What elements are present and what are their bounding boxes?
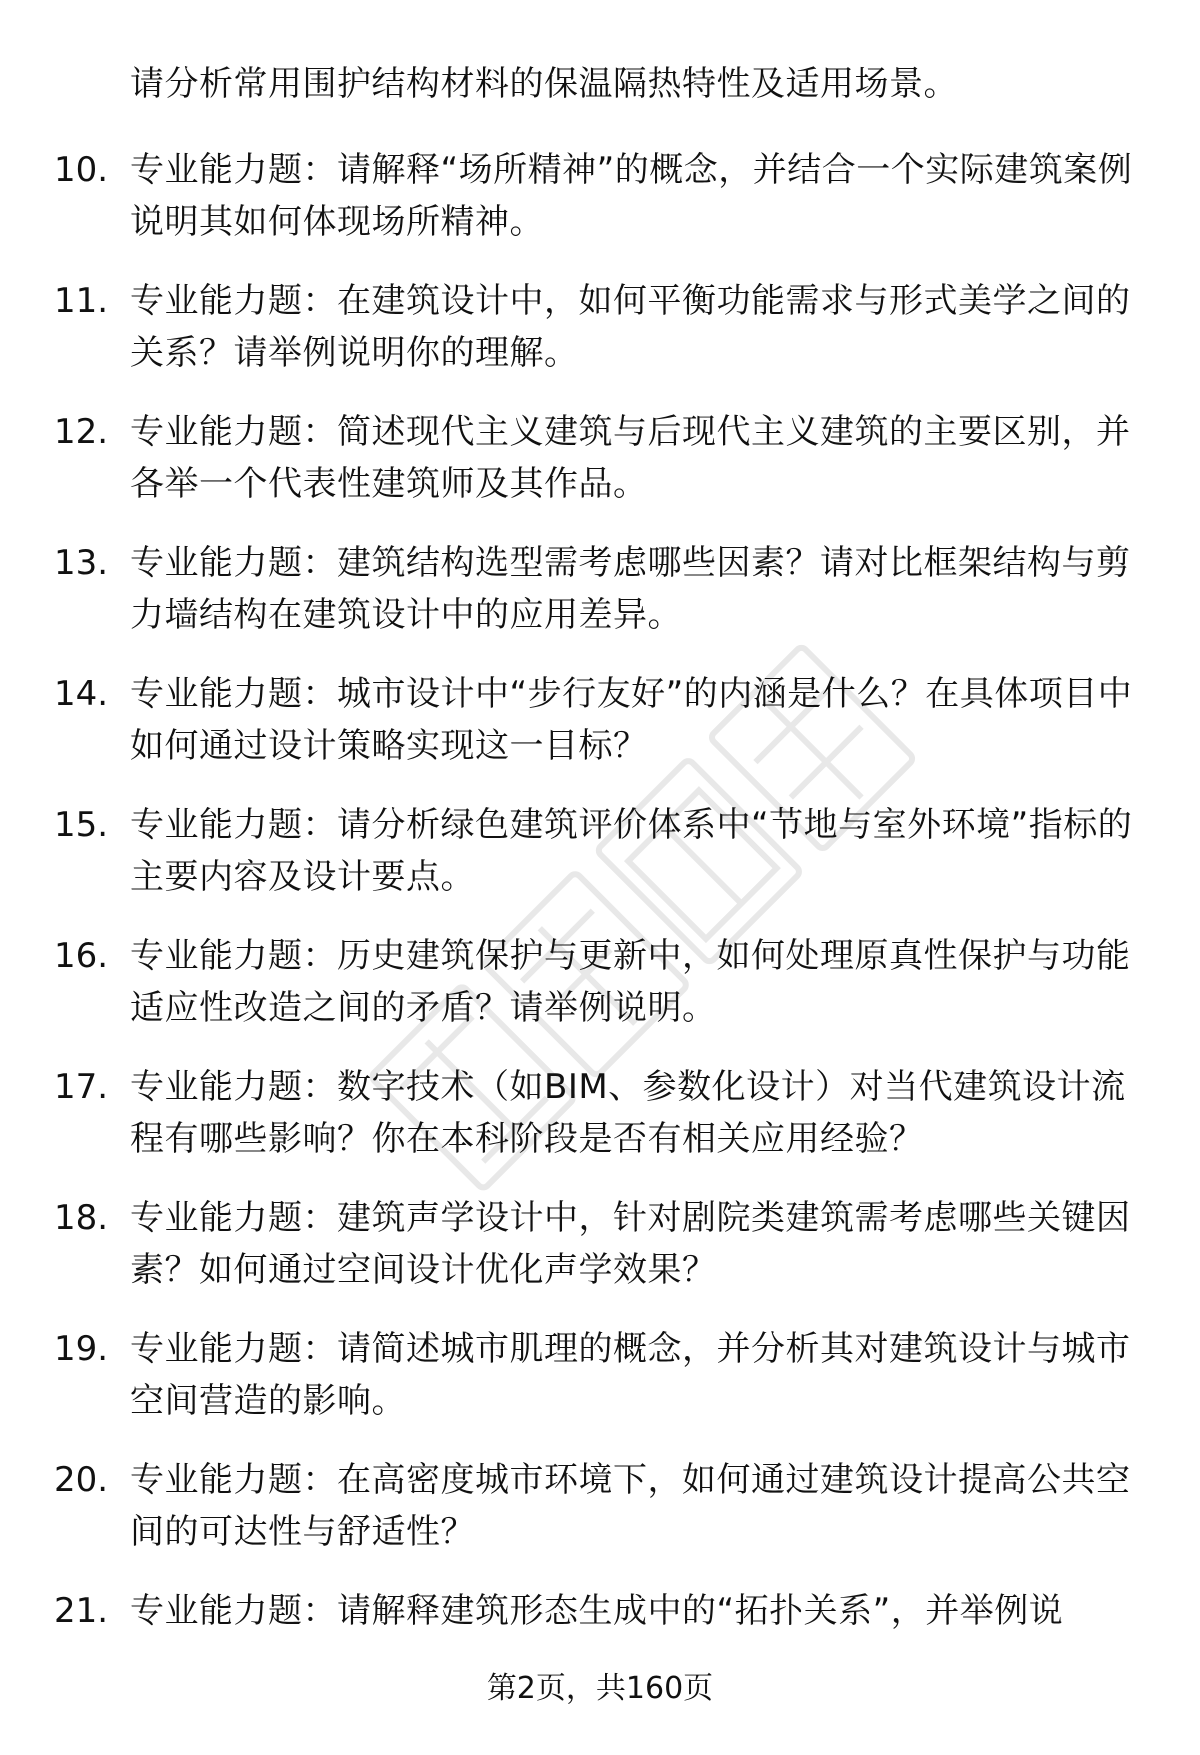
list-item [0, 668, 1200, 799]
list-item [0, 275, 1200, 406]
question-number: 12. [54, 412, 109, 452]
question-text: 专业能力题：城市设计中“步行友好”的内涵是什么？在具体项目中如何通过设计策略实现这一目标？ [130, 674, 1133, 766]
list-item [0, 1061, 1200, 1192]
list-item [0, 1323, 1200, 1454]
list-item [0, 1192, 1200, 1323]
question-list [0, 144, 1200, 1716]
question-number: 13. [54, 543, 109, 583]
list-item [0, 1454, 1200, 1585]
list-item [0, 930, 1200, 1061]
question-number: 10. [54, 150, 109, 190]
question-text: 专业能力题：在建筑设计中，如何平衡功能需求与形式美学之间的关系？请举例说明你的理解。 [130, 281, 1131, 373]
question-text: 专业能力题：请简述城市肌理的概念，并分析其对建筑设计与城市空间营造的影响。 [130, 1329, 1131, 1421]
question-text: 专业能力题：请分析绿色建筑评价体系中“节地与室外环境”指标的主要内容及设计要点。 [130, 805, 1133, 897]
question-number: 19. [54, 1329, 109, 1369]
list-item [0, 144, 1200, 275]
question-number: 15. [54, 805, 109, 845]
list-item [0, 406, 1200, 537]
question-text: 专业能力题：建筑声学设计中，针对剧院类建筑需考虑哪些关键因素？如何通过空间设计优化声学效果？ [130, 1198, 1131, 1290]
question-number: 11. [54, 281, 109, 321]
question-number: 16. [54, 936, 109, 976]
question-number: 21. [54, 1591, 109, 1631]
question-text: 专业能力题：数字技术（如BIM、参数化设计）对当代建筑设计流程有哪些影响？你在本科阶段是否有相关应用经验？ [130, 1067, 1126, 1159]
question-number: 14. [54, 674, 109, 714]
question-text: 专业能力题：历史建筑保护与更新中，如何处理原真性保护与功能适应性改造之间的矛盾？请举例说明。 [130, 936, 1131, 1028]
question-text: 专业能力题：在高密度城市环境下，如何通过建筑设计提高公共空间的可达性与舒适性？ [130, 1460, 1131, 1552]
list-item [0, 799, 1200, 930]
question-number: 20. [54, 1460, 109, 1500]
question-text: 专业能力题：建筑结构选型需考虑哪些因素？请对比框架结构与剪力墙结构在建筑设计中的应用差异。 [130, 543, 1131, 635]
continuation-text: 请分析常用围护结构材料的保温隔热特性及适用场景。 [130, 64, 958, 104]
question-text: 专业能力题：请解释建筑形态生成中的“拓扑关系”，并举例说 [130, 1591, 1064, 1631]
question-number: 17. [54, 1067, 109, 1107]
question-number: 18. [54, 1198, 109, 1238]
list-item [0, 537, 1200, 668]
page-footer: 第2页，共160页 [486, 1671, 714, 1706]
question-text: 专业能力题：请解释“场所精神”的概念，并结合一个实际建筑案例说明其如何体现场所精神。 [130, 150, 1133, 242]
question-text: 专业能力题：简述现代主义建筑与后现代主义建筑的主要区别，并各举一个代表性建筑师及其作品。 [130, 412, 1131, 504]
